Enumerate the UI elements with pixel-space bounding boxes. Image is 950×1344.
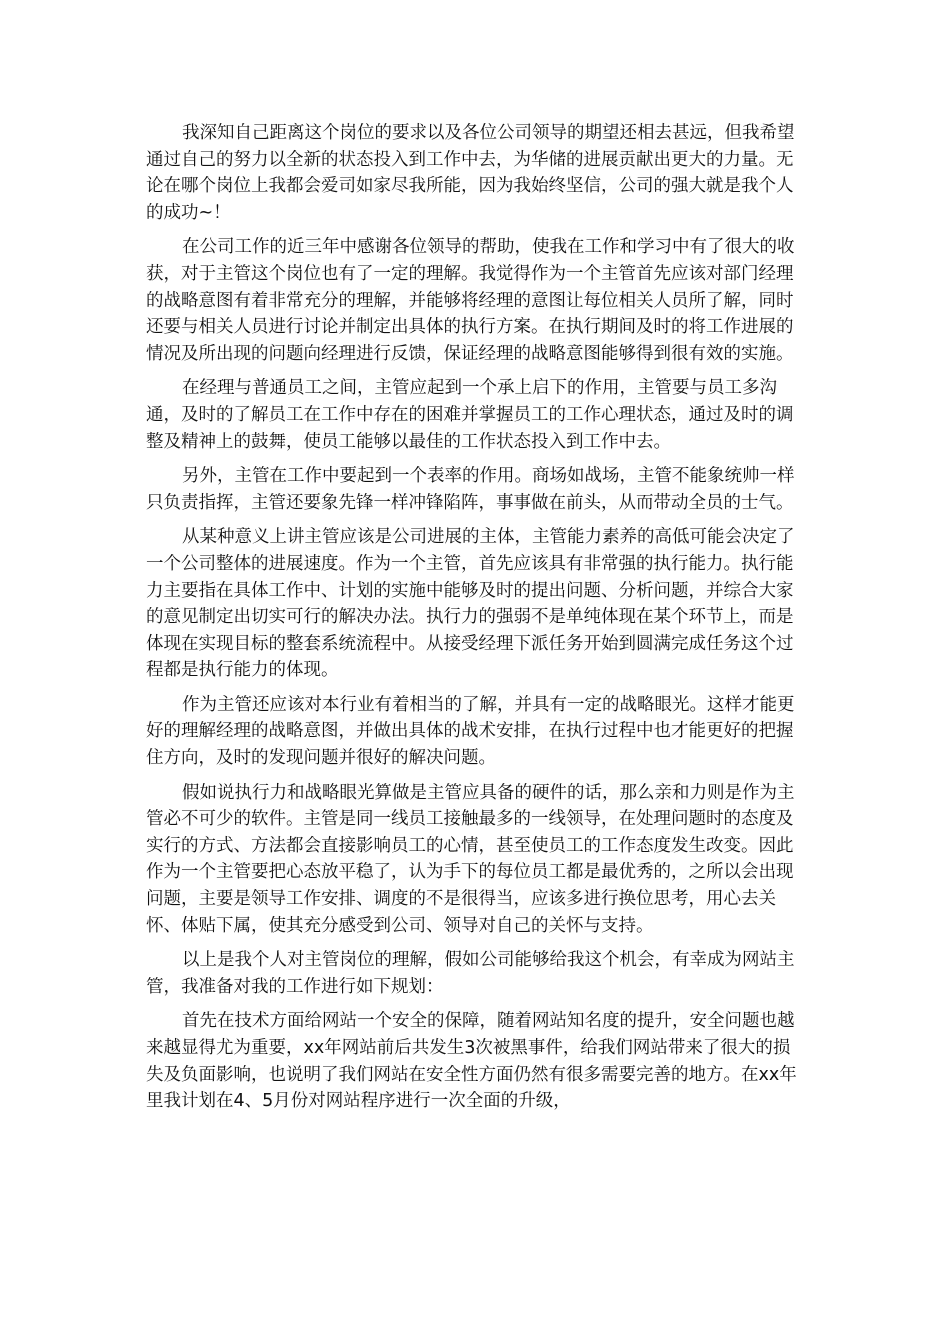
paragraph-6: 作为主管还应该对本行业有着相当的了解，并具有一定的战略眼光。这样才能更好的理解经理的战略意图，并做出具体的战术安排，在执行过程中也才能更好的把握住方向，及时的发现问题并很好的解决问题。: [146, 694, 795, 769]
paragraph-5: 从某种意义上讲主管应该是公司进展的主体，主管能力素养的高低可能会决定了一个公司整体的进展速度。作为一个主管，首先应该具有非常强的执行能力。执行能力主要指在具体工作中、计划的实施中能够及时的提出问题、分析问题，并综合大家的意见制定出切实可行的解决办法。执行力的强弱不是单纯体现在某个环节上，而是体现在实现目标的整套系统流程中。从接受经理下派任务开始到圆满完成任务这个过程都是执行能力的体现。: [146, 527, 795, 681]
paragraph-1: 我深知自己距离这个岗位的要求以及各位公司领导的期望还相去甚远，但我希望通过自己的努力以全新的状态投入到工作中去，为华储的进展贡献出更大的力量。无论在哪个岗位上我都会爱司如家尽我所能，因为我始终坚信，公司的强大就是我个人的成功~！: [146, 123, 795, 223]
paragraph-8: 以上是我个人对主管岗位的理解，假如公司能够给我这个机会，有幸成为网站主管，我准备对我的工作进行如下规划：: [146, 950, 795, 997]
document-body: [146, 120, 806, 1123]
paragraph-9: 首先在技术方面给网站一个安全的保障，随着网站知名度的提升，安全问题也越来越显得尤为重要，xx年网站前后共发生3次被黑事件，给我们网站带来了很大的损失及负面影响，也说明了我们网站在安全性方面仍然有很多需要完善的地方。在xx年里我计划在4、5月份对网站程序进行一次全面的升级，: [146, 1011, 797, 1112]
paragraph-7: 假如说执行力和战略眼光算做是主管应具备的硬件的话，那么亲和力则是作为主管必不可少的软件。主管是同一线员工接触最多的一线领导，在处理问题时的态度及实行的方式、方法都会直接影响员工的心情，甚至使员工的工作态度发生改变。因此作为一个主管要把心态放平稳了，认为手下的每位员工都是最优秀的，之所以会出现问题，主要是领导工作安排、调度的不是很得当，应该多进行换位思考，用心去关怀、体贴下属，使其充分感受到公司、领导对自己的关怀与支持。: [146, 782, 795, 936]
paragraph-2: 在公司工作的近三年中感谢各位领导的帮助，使我在工作和学习中有了很大的收获，对于主管这个岗位也有了一定的理解。我觉得作为一个主管首先应该对部门经理的战略意图有着非常充分的理解，并能够将经理的意图让每位相关人员所了解，同时还要与相关人员进行讨论并制定出具体的执行方案。在执行期间及时的将工作进展的情况及所出现的问题向经理进行反馈，保证经理的战略意图能够得到很有效的实施。: [146, 237, 795, 364]
paragraph-4: 另外，主管在工作中要起到一个表率的作用。商场如战场，主管不能象统帅一样只负责指挥，主管还要象先锋一样冲锋陷阵，事事做在前头，从而带动全员的士气。: [146, 466, 795, 513]
paragraph-3: 在经理与普通员工之间，主管应起到一个承上启下的作用，主管要与员工多沟通，及时的了解员工在工作中存在的困难并掌握员工的工作心理状态，通过及时的调整及精神上的鼓舞，使员工能够以最佳的工作状态投入到工作中去。: [146, 378, 794, 452]
